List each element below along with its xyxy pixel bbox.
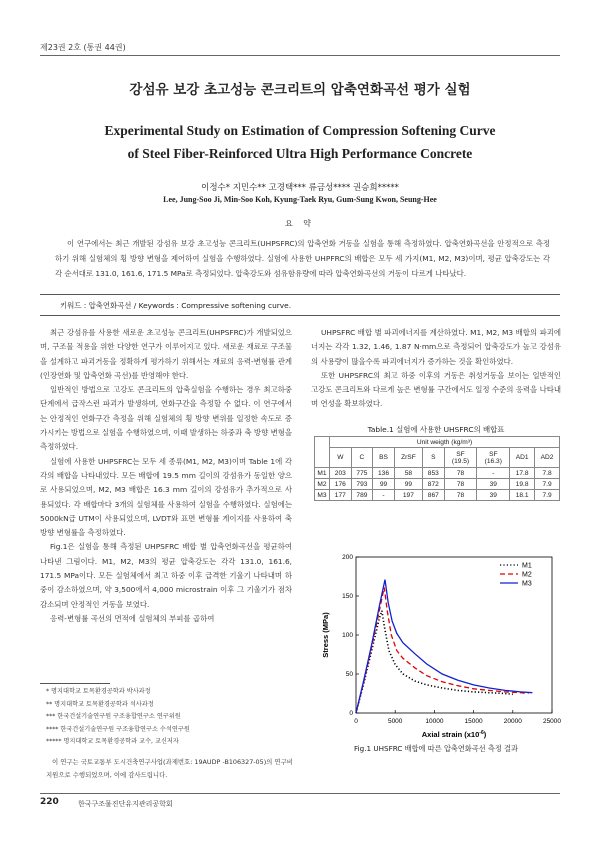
volume-info: 제23권 2호 (통권 44권) — [40, 43, 126, 52]
y-tick-label: 50 — [345, 671, 353, 679]
table-header: BS — [373, 448, 395, 468]
paragraph: Fig.1은 실험을 통해 측정된 UHPSFRC 배합 별 압축연화곡선을 평균하여 나타낸 그림이다. M1, M2, M3의 평균 압축강도는 각각 131.0, 161.6, 171.5 MPa이다. 모든 실험체에서 최고 하중 이후 급격한 기울기 나타내며 하중이 감소하였으며, 약 3,500에서 4,000 microstrain 이후 그 기울기가 점차 감소되며 안정적인 거동을 보였다. — [40, 542, 292, 609]
authors-korean: 이정수* 지민수** 고경택*** 류금성**** 권승희***** — [201, 183, 399, 193]
footnotes — [46, 686, 296, 749]
x-tick-label: 0 — [354, 718, 358, 725]
table-cell: 176 — [330, 479, 352, 490]
keywords-box — [40, 294, 560, 316]
table-corner — [315, 437, 330, 468]
y-tick-label: 150 — [342, 593, 353, 601]
table-cell: - — [477, 468, 510, 479]
header-sf: SF — [489, 450, 498, 458]
title-korean: 강섬유 보강 초고성능 콘크리트의 압축연화곡선 평가 실험 — [129, 82, 471, 98]
table-cell: 58 — [394, 468, 422, 479]
table-unit: Unit weigth (kg/m³) — [330, 437, 560, 448]
y-tick-label: 0 — [349, 710, 353, 718]
table-header: ZrSF — [394, 448, 422, 468]
title-english-line2: of Steel Fiber-Reinforced Ultra High Performance Concrete — [127, 146, 473, 161]
table-header: C — [351, 448, 373, 468]
table-cell: 872 — [422, 479, 444, 490]
x-tick-label: 5000 — [387, 718, 403, 725]
table-row — [315, 468, 560, 479]
table-cell: - — [373, 490, 395, 501]
table-cell: 78 — [444, 479, 477, 490]
x-tick-label: 15000 — [464, 718, 483, 725]
header-sf: SF — [456, 450, 465, 458]
table-cell: 18.1 — [510, 490, 535, 501]
header-sf-sub: (19.5) — [451, 457, 470, 465]
table-header: AD1 — [510, 448, 535, 468]
figure-caption: Fig.1 UHSFRC 배합에 따른 압축연화곡선 측정 결과 — [354, 744, 518, 753]
abstract-heading: 요 약 — [285, 219, 315, 228]
keywords-text: 키워드 : 압축연화곡선 / Keywords : Compressive softening curve. — [60, 301, 292, 310]
paragraph: 일반적인 방법으로 고강도 콘크리트의 압축실험을 수행하는 경우 최고하중 단계에서 급작스런 파괴가 발생하며, 연화구간을 측정할 수 없다. 이 연구에서는 안정적인 연화구간 측정을 위해 실험체의 횡 방향 변위를 일정한 속도로 증가시키는 방법으로 실험을 수행하였으며, 이때 발생하는 하중과 축 방향 변형을 측정하였다. — [40, 385, 292, 452]
series-line-m1 — [356, 611, 513, 713]
table-cell: 789 — [351, 490, 373, 501]
table-cell: 867 — [422, 490, 444, 501]
footnote: ***** 명지대학교 토목환경공학과 교수, 교신저자 — [46, 738, 179, 745]
table-header: AD2 — [535, 448, 560, 468]
table-cell: 793 — [351, 479, 373, 490]
abstract-text: 이 연구에서는 최근 개발된 강섬유 보강 초고성능 콘크리트(UHPSFRC)의 압축연화 거동을 실험을 통해 측정하였다. 압축연화곡선을 안정적으로 측정하기 위해 실험체의 횡 방향 변형을 제어하여 실험을 수행하였다. 실험에 사용한 UHPFRC의 배합은 모두 세 가지(M1, M2, M3)이며, 평균 압축강도는 각각 순서대로 131.0, 161.6, 171.5 MPa로 측정되었다. 압축강도와 섬유함유량에 따라 압축연화곡선의 거동이 다르게 나타났다. — [55, 239, 550, 278]
paragraph: 실험에 사용한 UHPSFRC는 모두 세 종류(M1, M2, M3)이며 Table 1에 각각의 배합을 나타내었다. 모든 배합에 19.5 mm 길이의 강섬유가 동일한 양으로 사용되었으며, M2, M3 배합은 16.3 mm 길이의 강섬유가 추가적으로 사용되었다. 각 배합마다 3개의 실험체를 사용하여 실험을 수행하였다. 실험에는 5000kN급 UTM이 사용되었으며, LVDT와 표면 변형률 게이지를 사용하여 축방향 변형률을 측정하였다. — [40, 456, 292, 538]
legend-label: M2 — [522, 571, 532, 579]
table-caption: Table.1 실험에 사용한 UHSFRC의 배합표 — [367, 425, 505, 434]
table-header — [444, 448, 477, 468]
footnote: **** 한국건설기술연구원 구조융합연구소 수석연구원 — [46, 725, 190, 733]
paragraph: 최근 강섬유를 사용한 새로운 초고성능 콘크리트(UHPSFRC)가 개발되었으며, 구조물 적용을 위한 다양한 연구가 이루어지고 있다. 새로운 재료로 구조물을 설계하고 파괴거동을 정확하게 평가하기 위해서는 재료의 응력-변형률 관계(인장연화 및 압축연화 곡선)를 반영해야 한다. — [40, 328, 292, 380]
table-row — [315, 490, 560, 501]
y-tick-label: 200 — [342, 554, 353, 562]
authors-english: Lee, Jung-Soo Ji, Min-Soo Koh, Kyung-Taek Ryu, Gum-Sung Kwon, Seung-Hee — [163, 195, 437, 204]
y-tick-label: 100 — [342, 632, 353, 640]
footnote: * 명지대학교 토목환경공학과 박사과정 — [46, 688, 151, 695]
body-right-column — [311, 326, 561, 412]
table-header — [477, 448, 510, 468]
table-cell: 17.8 — [510, 468, 535, 479]
paragraph: 응력-변형률 곡선의 면적에 실험체의 부피를 곱하여 — [50, 613, 215, 623]
table-cell: 99 — [394, 479, 422, 490]
paragraph: 또한 UHPSFRC의 최고 하중 이후의 거동은 취성거동을 보이는 일반적인 고강도 콘크리트와 다르게 높은 변형률 구간에서도 일정 수준의 응력을 나타내며 연성을 확보하였다. — [311, 370, 561, 409]
table-cell: 39 — [477, 490, 510, 501]
acknowledgement: 이 연구는 국토교통부 도시건축연구사업(과제번호: 19AUDP -B106327-05)의 연구비 지원으로 수행되었으며, 이에 감사드립니다. — [46, 758, 293, 779]
table-row — [315, 479, 560, 490]
table-header: S — [422, 448, 444, 468]
footnote: ** 명지대학교 토목환경공학과 석사과정 — [46, 700, 154, 708]
table-cell: 177 — [330, 490, 352, 501]
x-tick-label: 25000 — [542, 718, 562, 725]
row-label: M2 — [315, 479, 330, 490]
footnote: *** 한국건설기술연구원 구조융합연구소 연구위원 — [46, 713, 181, 720]
table-cell: 78 — [444, 490, 477, 501]
table-cell: 136 — [373, 468, 395, 479]
row-label: M3 — [315, 490, 330, 501]
table-cell: 197 — [394, 490, 422, 501]
title-english-line1: Experimental Study on Estimation of Compression Softening Curve — [104, 123, 496, 138]
x-tick-label: 10000 — [425, 718, 444, 725]
body-left-column — [40, 326, 292, 626]
table-cell: 99 — [373, 479, 395, 490]
mix-table — [314, 436, 560, 501]
header-divider — [40, 55, 560, 56]
table-cell: 7.9 — [535, 479, 560, 490]
table-cell: 39 — [477, 479, 510, 490]
x-tick-label: 20000 — [503, 718, 522, 725]
x-axis-label: Axial strain $(x10^{-6})$ — [421, 730, 487, 739]
table-cell: 853 — [422, 468, 444, 479]
table-cell: 203 — [330, 468, 352, 479]
legend-label: M1 — [522, 562, 532, 570]
row-label: M1 — [315, 468, 330, 479]
footer-divider — [40, 793, 560, 794]
table-cell: 7.8 — [535, 468, 560, 479]
stress-strain-chart — [316, 549, 562, 741]
table-cell: 78 — [444, 468, 477, 479]
legend-label: M3 — [522, 580, 532, 588]
table-cell: 19.8 — [510, 479, 535, 490]
page-number: 220 — [40, 797, 59, 807]
footnote-divider — [40, 683, 110, 684]
paragraph: UHPSFRC 배합 별 파괴에너지를 계산하였다. M1, M2, M3 배합의 파괴에너지는 각각 1.32, 1.46, 1.87 N·mm으로 측정되어 압축강도가 높고 강섬유의 사용량이 많을수록 파괴에너지가 증가하는 것을 확인하였다. — [311, 328, 561, 366]
table-header: W — [330, 448, 352, 468]
table-cell: 7.9 — [535, 490, 560, 501]
table-cell: 775 — [351, 468, 373, 479]
journal-name: 한국구조물진단유지관리공학회 — [78, 800, 173, 808]
y-axis-label: Stress (MPa) — [321, 612, 330, 658]
header-sf-sub: (16.3) — [484, 457, 502, 465]
